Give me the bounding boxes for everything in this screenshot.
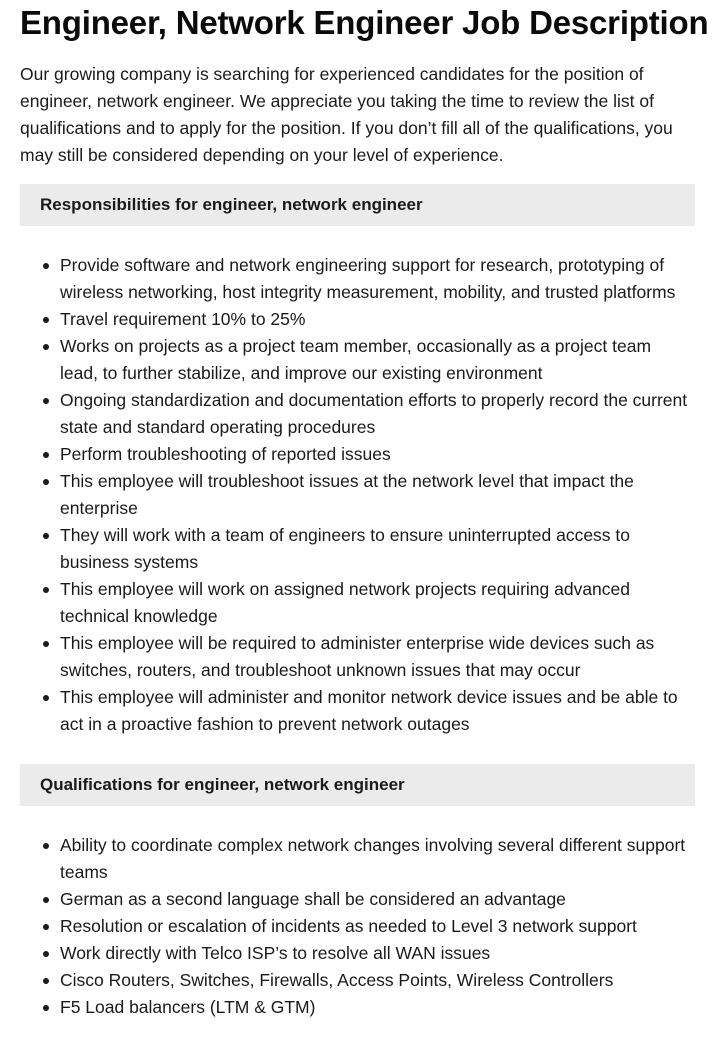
list-item: Provide software and network engineering support for research, prototyping of wireless networking, host integrity measurement, mobility, and trusted platforms — [60, 252, 695, 306]
list-item: This employee will work on assigned network projects requiring advanced technical knowledge — [60, 576, 695, 630]
list-item: Cisco Routers, Switches, Firewalls, Access Points, Wireless Controllers — [60, 967, 695, 994]
list-item: They will work with a team of engineers to ensure uninterrupted access to business systems — [60, 522, 695, 576]
qualifications-list — [20, 832, 695, 1021]
list-item: Ability to coordinate complex network changes involving several different support teams — [60, 832, 695, 886]
list-item: Perform troubleshooting of reported issues — [60, 441, 695, 468]
list-item: Ongoing standardization and documentation efforts to properly record the current state and standard operating procedures — [60, 387, 695, 441]
list-item: F5 Load balancers (LTM & GTM) — [60, 994, 695, 1021]
list-item: This employee will administer and monitor network device issues and be able to act in a proactive fashion to prevent network outages — [60, 684, 695, 738]
intro-paragraph: Our growing company is searching for experienced candidates for the position of engineer, network engineer. We appreciate you taking the time to review the list of qualifications and to apply for the position. If you don’t fill all of the qualifications, you may still be considered depending on your level of experience. — [20, 64, 673, 165]
list-item: Work directly with Telco ISP’s to resolve all WAN issues — [60, 940, 695, 967]
qualifications-heading: Qualifications for engineer, network engineer — [20, 764, 695, 806]
list-item: Resolution or escalation of incidents as needed to Level 3 network support — [60, 913, 695, 940]
list-item: This employee will troubleshoot issues at the network level that impact the enterprise — [60, 468, 695, 522]
responsibilities-list — [20, 252, 695, 738]
list-item: Travel requirement 10% to 25% — [60, 306, 695, 333]
list-item: Works on projects as a project team member, occasionally as a project team lead, to further stabilize, and improve our existing environment — [60, 333, 695, 387]
responsibilities-heading: Responsibilities for engineer, network engineer — [20, 184, 695, 226]
list-item: German as a second language shall be considered an advantage — [60, 886, 695, 913]
page-title: Engineer, Network Engineer Job Description — [20, 4, 709, 41]
list-item: This employee will be required to administer enterprise wide devices such as switches, routers, and troubleshoot unknown issues that may occur — [60, 630, 695, 684]
